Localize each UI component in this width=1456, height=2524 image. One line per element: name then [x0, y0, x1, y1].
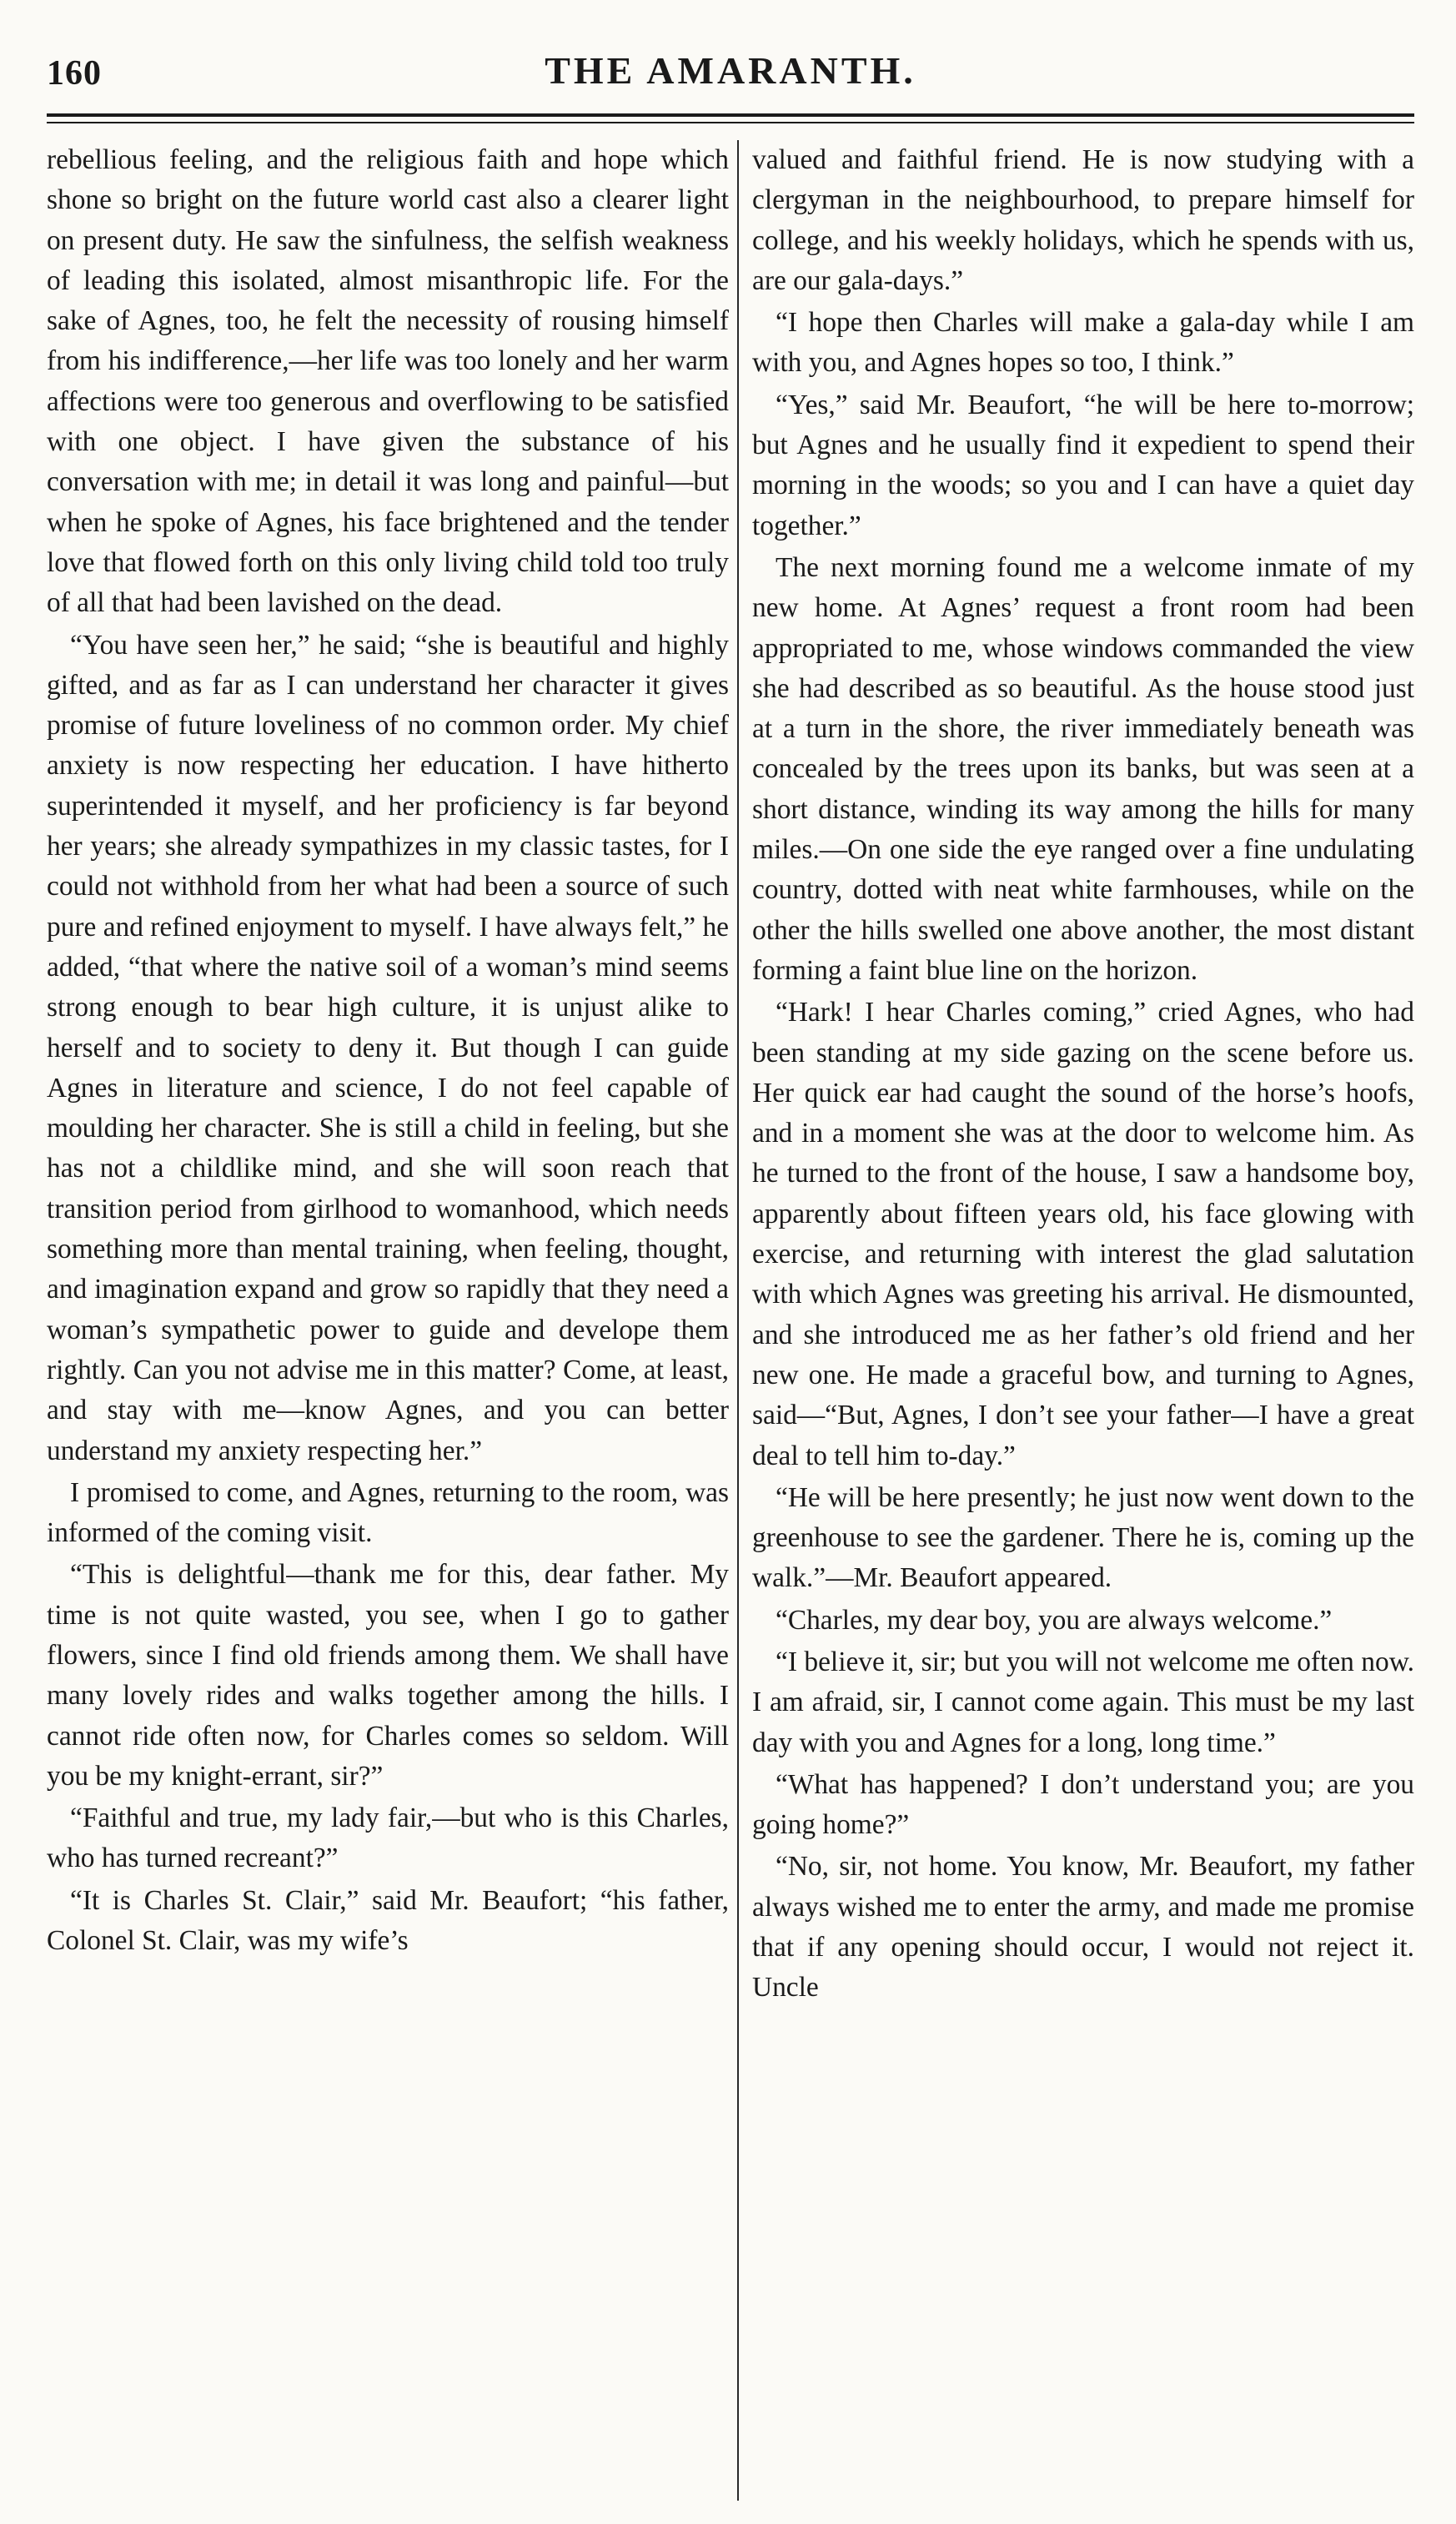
page-number: 160	[47, 54, 102, 93]
paragraph: “What has happened? I don’t understand you; are you going home?”	[752, 1768, 1414, 1841]
paragraph: “I hope then Charles will make a gala-day while I am with you, and Agnes hopes so too, I think.”	[752, 307, 1414, 379]
running-title: THE AMARANTH.	[545, 49, 916, 92]
page-header	[47, 47, 1414, 105]
paragraph: “No, sir, not home. You know, Mr. Beaufort, my father always wished me to enter the army, and made me promise that if any opening should occur, I would not reject it. Uncle	[752, 1851, 1414, 2004]
paragraph: “It is Charles St. Clair,” said Mr. Beaufort; “his father, Colonel St. Clair, was my wife’s	[47, 1884, 729, 1957]
paragraph: “He will be here presently; he just now went down to the greenhouse to see the gardener. There he is, coming up the walk.”—Mr. Beaufort appeared.	[752, 1481, 1414, 1594]
paragraph: “Hark! I hear Charles coming,” cried Agnes, who had been standing at my side gazing on the scene before us. Her quick ear had caught the sound of the horse’s hoofs, and in a moment she was at the door to welcome him. As he turned to the front of the house, I saw a handsome boy, apparently about fifteen years old, his face glowing with exercise, and returning with interest the glad salutation with which Agnes was greeting his arrival. He dismounted, and she introduced me as her father’s old friend and her new one. He made a graceful bow, and turning to Agnes, said—“But, Agnes, I don’t see your father—I have a great deal to tell him to-day.”	[752, 997, 1414, 1471]
paragraph: I promised to come, and Agnes, returning to the room, was informed of the coming visit.	[47, 1476, 729, 1549]
paragraph: valued and faithful friend. He is now studying with a clergyman in the neighbourhood, to prepare himself for college, and his weekly holidays, which he spends with us, are our gala-days.”	[752, 144, 1414, 296]
paragraph: “Charles, my dear boy, you are always welcome.”	[776, 1604, 1333, 1636]
paragraph: “Faithful and true, my lady fair,—but who is this Charles, who has turned recreant?”	[47, 1802, 729, 1874]
header-rule-thin	[47, 122, 1414, 123]
paragraph: The next morning found me a welcome inmate of my new home. At Agnes’ request a front room had been appropriated to me, whose windows commanded the view she had described as so beautiful. As the house stood just at a turn in the shore, the river immediately beneath was concealed by the trees upon its banks, but was seen at a short distance, winding its way among the hills for many miles.—On one side the eye ranged over a fine undulating country, dotted with neat white farmhouses, while on the other the hills swelled one above another, the most distant forming a faint blue line on the horizon.	[752, 551, 1414, 986]
paragraph: “I believe it, sir; but you will not welcome me often now. I am afraid, sir, I cannot come again. This must be my last day with you and Agnes for a long, long time.”	[752, 1646, 1414, 1758]
paragraph: rebellious feeling, and the religious faith and hope which shone so bright on the future world cast also a clearer light on present duty. He saw the sinfulness, the selfish weakness of leading this isolated, almost misanthropic life. For the sake of Agnes, too, he felt the necessity of rousing himself from his indifference,—her life was too lonely and her warm affections were too generous and overflowing to be satisfied with one object. I have given the substance of his conversation with me; in detail it was long and painful—but when he spoke of Agnes, his face brightened and the tender love that flowed forth on this only living child told too truly of all that had been lavished on the dead.	[47, 144, 729, 619]
right-column	[752, 140, 1414, 2501]
paragraph: “You have seen her,” he said; “she is beautiful and highly gifted, and as far as I can understand her character it gives promise of future loveliness of no common order. My chief anxiety is now respecting her education. I have hitherto superintended it myself, and her proficiency is far beyond her years; she already sympathizes in my classic tastes, for I could not withhold from her what had been a source of such pure and refined enjoyment to myself. I have always felt,” he added, “that where the native soil of a woman’s mind seems strong enough to bear high culture, it is unjust alike to herself and to society to deny it. But though I can guide Agnes in literature and science, I do not feel capable of moulding her character. She is still a child in feeling, but she has not a childlike mind, and she will soon reach that transition period from girlhood to womanhood, which needs something more than mental training, when feeling, thought, and imagination expand and grow so rapidly that they need a woman’s sympathetic power to guide and develope them rightly. Can you not advise me in this matter? Come, at least, and stay with me—know Agnes, and you can better understand my anxiety respecting her.”	[47, 629, 729, 1466]
column-divider	[737, 140, 739, 2501]
left-column	[47, 140, 729, 2501]
paragraph: “Yes,” said Mr. Beaufort, “he will be here to-morrow; but Agnes and he usually find it expedient to spend their morning in the woods; so you and I can have a quiet day together.”	[752, 389, 1414, 541]
header-rule-thick	[47, 113, 1414, 117]
paragraph: “This is delightful—thank me for this, dear father. My time is not quite wasted, you see, when I go to gather flowers, since I find old friends among them. We shall have many lovely rides and walks together among the hills. I cannot ride often now, for Charles comes so seldom. Will you be my knight-errant, sir?”	[47, 1559, 729, 1792]
